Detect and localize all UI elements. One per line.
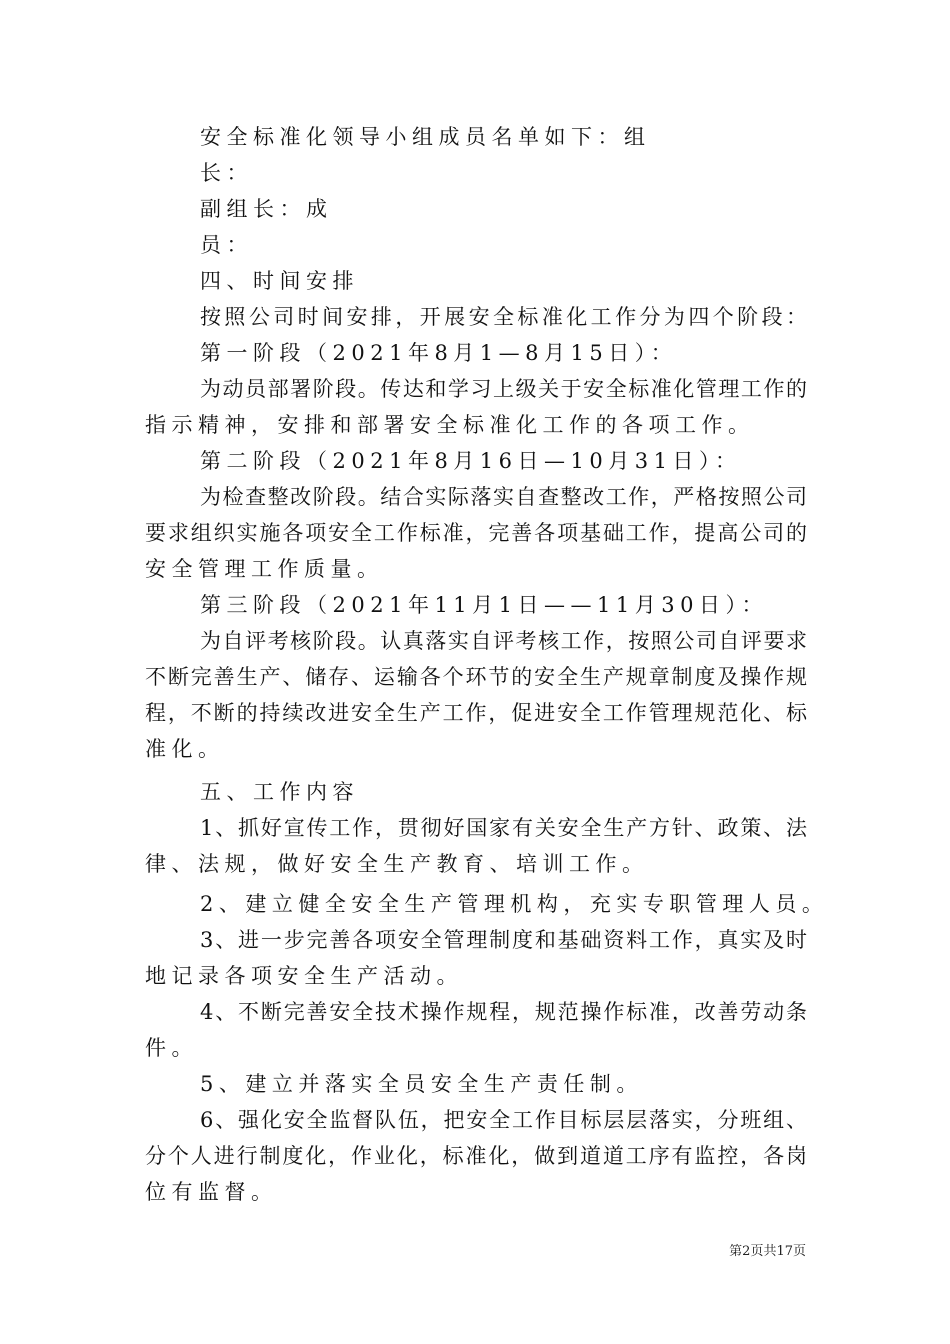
paragraph-line: 要求组织实施各项安全工作标准，完善各项基础工作，提高公司的 <box>145 521 807 545</box>
paragraph-line: 为自评考核阶段。认真落实自评考核工作，按照公司自评要求 <box>200 629 807 653</box>
document-body <box>145 119 829 1210</box>
member-list-intro: 安全标准化领导小组成员名单如下：组 <box>200 125 651 149</box>
list-item-5: 5、建立并落实全员安全生产责任制。 <box>200 1072 643 1096</box>
list-item-4-cont: 件。 <box>145 1036 198 1060</box>
paragraph-line: 指示精神，安排和部署安全标准化工作的各项工作。 <box>145 413 755 437</box>
member-label: 员： <box>200 233 253 257</box>
phase-two-heading: 第二阶段（2021年8月16日—10月31日）： <box>200 449 742 473</box>
paragraph-line: 为检查整改阶段。结合实际落实自查整改工作，严格按照公司 <box>200 485 807 509</box>
section-heading-schedule: 四、时间安排 <box>200 269 359 293</box>
paragraph-line: 程，不断的持续改进安全生产工作，促进安全工作管理规范化、标 <box>145 701 807 725</box>
list-item-6-cont: 分个人进行制度化，作业化，标准化，做到道道工序有监控，各岗 <box>145 1144 807 1168</box>
team-leader-label: 长： <box>200 161 253 185</box>
list-item-2: 2、建立健全安全生产管理机构，充实专职管理人员。 <box>200 892 829 916</box>
list-item-1: 1、抓好宣传工作，贯彻好国家有关安全生产方针、政策、法 <box>200 816 807 840</box>
phase-one-heading: 第一阶段（2021年8月1—8月15日）： <box>200 341 678 365</box>
section-heading-work-content: 五、工作内容 <box>200 780 359 804</box>
paragraph-line: 不断完善生产、储存、运输各个环节的安全生产规章制度及操作规 <box>145 665 807 689</box>
list-item-6-end: 位有监督。 <box>145 1180 278 1204</box>
list-item-3: 3、进一步完善各项安全管理制度和基础资料工作，真实及时 <box>200 928 807 952</box>
page-number-footer: 第2页共17页 <box>729 1244 806 1259</box>
list-item-4: 4、不断完善安全技术操作规程，规范操作标准，改善劳动条 <box>200 1000 807 1024</box>
list-item-6: 6、强化安全监督队伍，把安全工作目标层层落实，分班组、 <box>200 1108 807 1132</box>
list-item-1-cont: 律、法规，做好安全生产教育、培训工作。 <box>145 852 649 876</box>
paragraph-line: 准化。 <box>145 737 225 761</box>
list-item-3-cont: 地记录各项安全生产活动。 <box>145 964 463 988</box>
phase-three-heading: 第三阶段（2021年11月1日——11月30日）： <box>200 593 768 617</box>
paragraph-line: 按照公司时间安排，开展安全标准化工作分为四个阶段： <box>200 305 807 329</box>
paragraph-line: 为动员部署阶段。传达和学习上级关于安全标准化管理工作的 <box>200 377 807 401</box>
deputy-leader-label: 副组长：成 <box>200 197 333 221</box>
paragraph-line: 安全管理工作质量。 <box>145 557 384 581</box>
